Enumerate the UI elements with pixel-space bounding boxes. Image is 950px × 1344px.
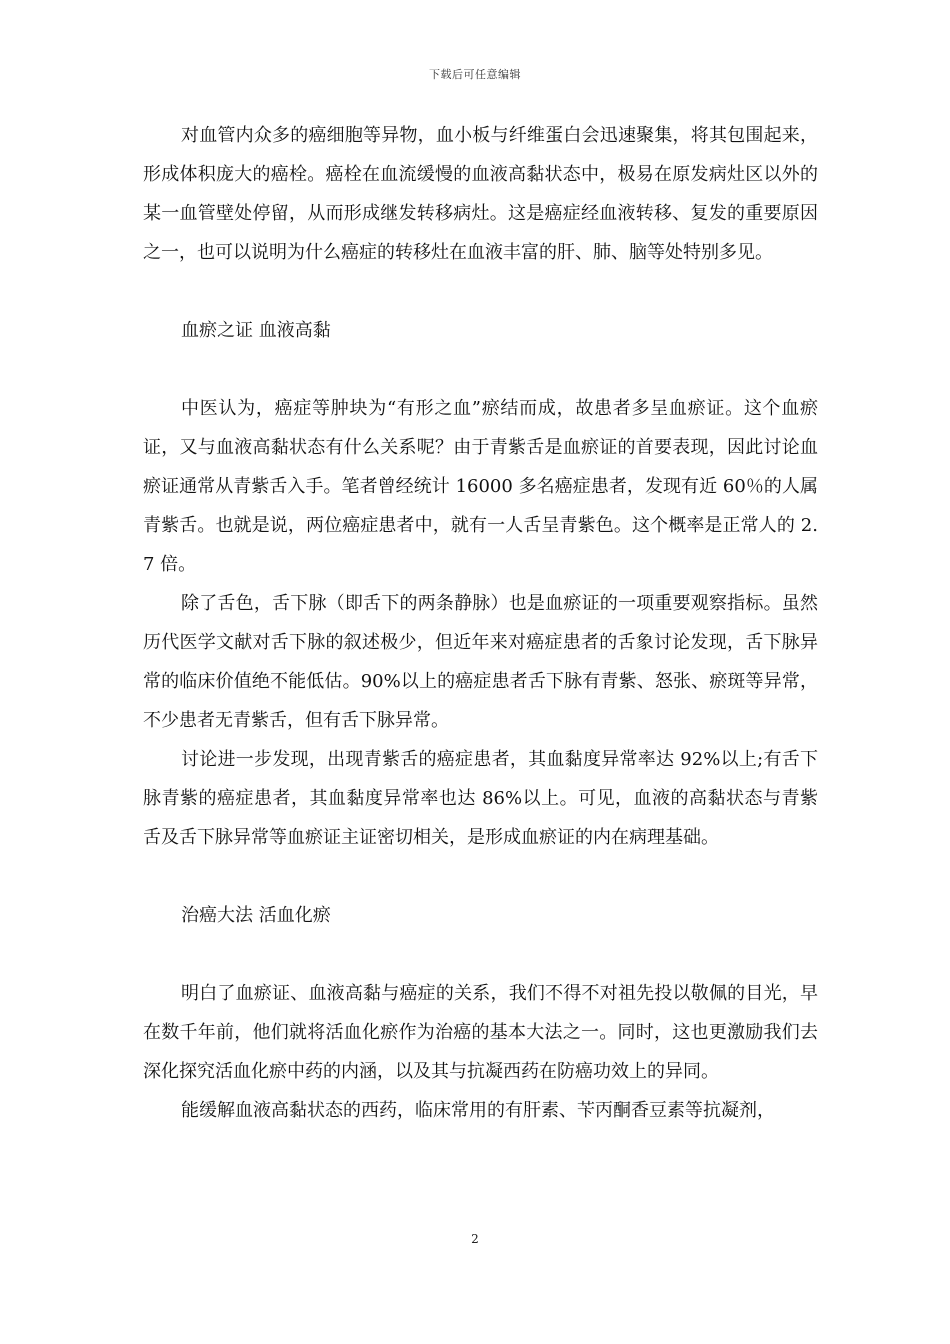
paragraph-cancer-thrombus: 对血管内众多的癌细胞等异物，血小板与纤维蛋白会迅速聚集，将其包围起来，形成体积庞大的癌栓。癌栓在血流缓慢的血液高黏状态中，极易在原发病灶区以外的某一血管壁处停留，从而形成继发转移病灶。这是癌症经血液转移、复发的重要原因之一，也可以说明为什么癌症的转移灶在血液丰富的肝、肺、脑等处特别多见。 [143, 125, 818, 263]
blank-line [143, 935, 818, 974]
blank-line [143, 350, 818, 389]
section-heading-treatment: 治癌大法 活血化瘀 [181, 905, 331, 926]
paragraph-sublingual-vein: 除了舌色，舌下脉（即舌下的两条静脉）也是血瘀证的一项重要观察指标。虽然历代医学文献对舌下脉的叙述极少，但近年来对癌症患者的舌象讨论发现，舌下脉异常的临床价值绝不能低估。90%以上的癌症患者舌下脉有青紫、怒张、瘀斑等异常，不少患者无青紫舌，但有舌下脉异常。 [143, 593, 818, 731]
blank-line [143, 272, 818, 311]
page-header: 下载后可任意编辑 [429, 68, 521, 81]
paragraph-western-drugs: 能缓解血液高黏状态的西药，临床常用的有肝素、苄丙酮香豆素等抗凝剂， [181, 1100, 775, 1121]
paragraph-ancestors: 明白了血瘀证、血液高黏与癌症的关系，我们不得不对祖先投以敬佩的目光，早在数千年前，他们就将活血化瘀作为治癌的基本大法之一。同时，这也更激励我们去深化探究活血化瘀中药的内涵，以及其与抗凝西药在防癌功效上的异同。 [143, 983, 818, 1082]
paragraph-tcm-view: 中医认为，癌症等肿块为“有形之血”瘀结而成，故患者多呈血瘀证。这个血瘀证，又与血液高黏状态有什么关系呢？由于青紫舌是血瘀证的首要表现，因此讨论血瘀证通常从青紫舌入手。笔者曾经统计 16000 多名癌症患者，发现有近 60％的人属青紫舌。也就是说，两位癌症患者中，就有一人舌呈青紫色。这个概率是正常人的 2.7 倍。 [143, 398, 818, 575]
document-body [143, 116, 818, 1130]
page-number: 2 [471, 1232, 479, 1246]
blank-line [143, 857, 818, 896]
paragraph-viscosity-findings: 讨论进一步发现，出现青紫舌的癌症患者，其血黏度异常率达 92%以上;有舌下脉青紫的癌症患者，其血黏度异常率也达 86%以上。可见，血液的高黏状态与青紫舌及舌下脉异常等血瘀证主证密切相关，是形成血瘀证的内在病理基础。 [143, 749, 818, 848]
section-heading-blood-stasis: 血瘀之证 血液高黏 [181, 320, 331, 341]
